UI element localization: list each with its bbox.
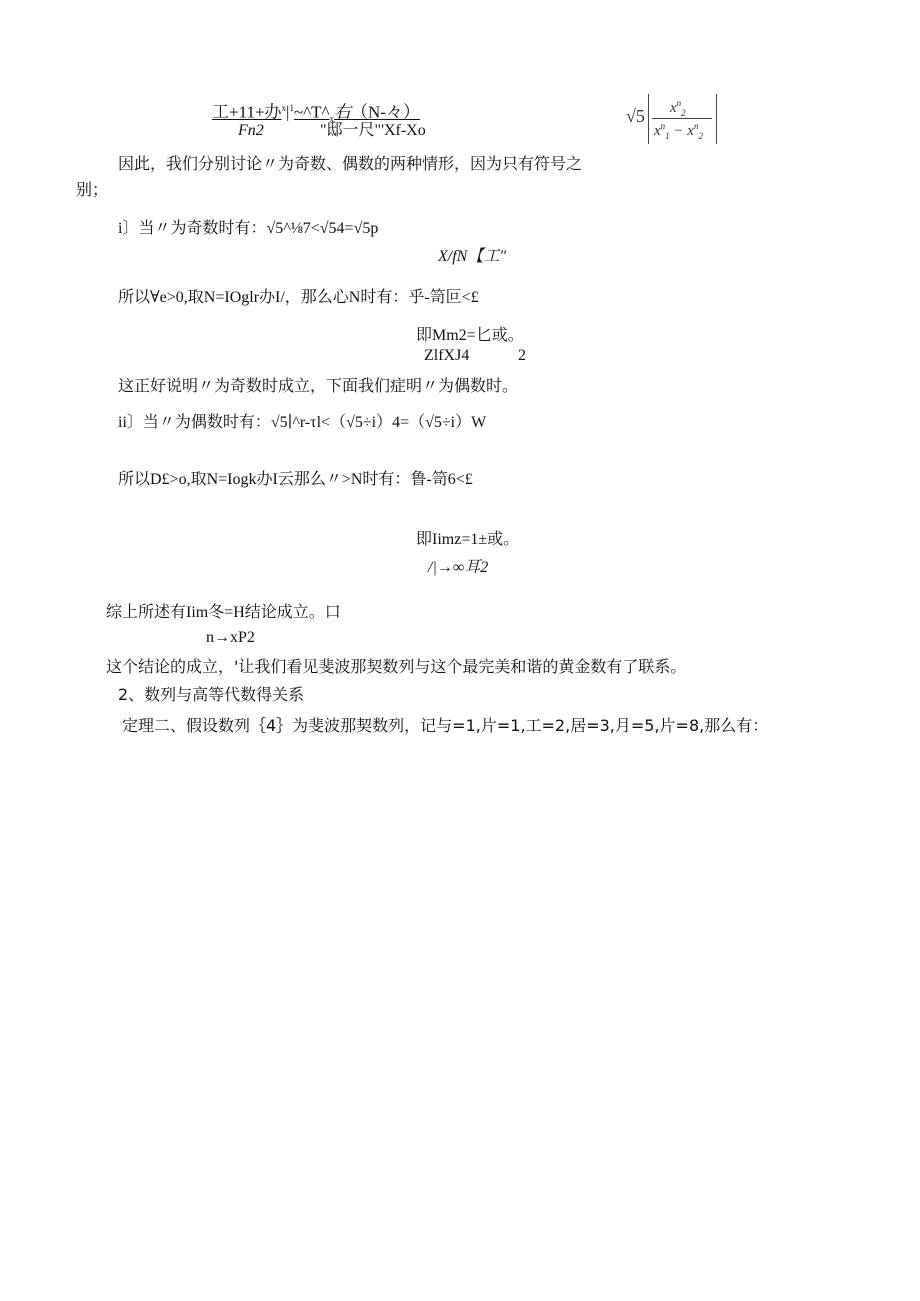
case-odd-line: i〕当〃为奇数时有：√5^⅛7<√54=√5p xyxy=(118,220,379,237)
odd-limit-line: 即Mm2=匕或。 xyxy=(416,327,524,344)
paragraph-line: 这个结论的成立，'让我们看见斐波那契数列与这个最完美和谐的黄金数有了联系。 xyxy=(106,657,687,676)
paragraph-line: 因此，我们分别讨论〃为奇数、偶数的两种情形，因为只有符号之 xyxy=(118,154,583,173)
odd-limit-subline: ZlfXJ4 xyxy=(424,347,470,364)
case-odd-subline: X/fN【工" xyxy=(438,248,507,265)
paragraph-line: 别； xyxy=(76,180,109,199)
equation-top-part: ~^T^ xyxy=(293,102,330,122)
equation-bottom-left: Fn2 xyxy=(238,122,264,139)
equation-top-part: 1 xyxy=(289,103,294,113)
section-heading: 2、数列与高等代数得关系 xyxy=(118,685,305,704)
equation-top-part: x xyxy=(329,114,334,125)
theorem-line: 定理二、假设数列｛4｝为斐波那契数列，记与=1,片=1,工=2,居=3,月=5,片=8,那么有： xyxy=(122,716,769,735)
case-even-line: ii〕当〃为偶数时有：√5∣^r-τl<（√5÷i）4=（√5÷i）W xyxy=(118,414,487,431)
formula-denominator: $x^n_1 - x^n_2$ xyxy=(654,121,703,141)
equation-top-part: （N-々） xyxy=(351,102,420,122)
paragraph-line: 这正好说明〃为奇数时成立，下面我们症明〃为偶数时。 xyxy=(118,376,519,395)
abs-bar-left xyxy=(648,94,649,144)
even-proof-line: 所以D£>o,取N=Iogk办I云那么〃>N时有：鲁-笥6<£ xyxy=(118,471,473,488)
equation-top-part: | xyxy=(286,102,290,122)
even-limit-subline: /|→∞耳2 xyxy=(428,559,489,576)
formula-numerator: $x^n_2$ xyxy=(670,98,686,118)
formula-image xyxy=(626,92,718,146)
conclusion-line: 综上所述有Iim冬=H结论成立。口 xyxy=(106,604,341,621)
odd-limit-subline: 2 xyxy=(518,347,526,364)
sqrt-five: √5 xyxy=(626,106,645,126)
equation-top-part: 工+11+办 xyxy=(212,102,282,122)
abs-bar-right xyxy=(716,94,717,144)
equation-top-part: x xyxy=(281,103,287,113)
equation-bottom-right: "邸一尺"'Xf-Xo xyxy=(320,122,426,139)
fraction-line xyxy=(652,118,712,119)
conclusion-subline: n→xP2 xyxy=(206,629,255,646)
odd-proof-line: 所以∀e>0,取N=IOglr办I/，那么心N时有：乎-笥叵<£ xyxy=(118,289,479,306)
equation-top-part: 右 xyxy=(334,102,351,122)
even-limit-line: 即Iimz=1±或。 xyxy=(416,531,520,548)
